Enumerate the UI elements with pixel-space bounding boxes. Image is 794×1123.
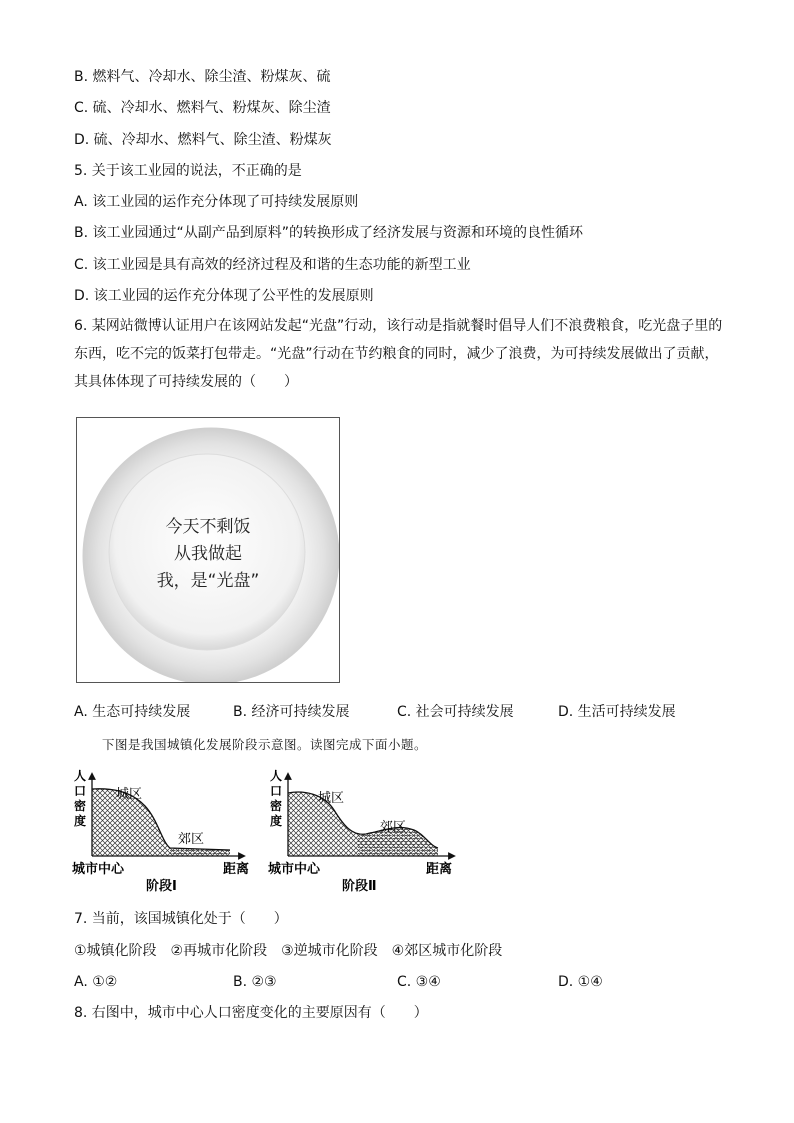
stage1-ylabel-3: 密	[74, 799, 87, 813]
stage1-x-origin: 城市中心	[72, 862, 125, 877]
q5-option-b: B. 该工业园通过“从副产品到原料”的转换形成了经济发展与资源和环境的良性循环	[74, 225, 584, 241]
stage1-ylabel-2: 口	[74, 784, 87, 798]
stage1-urban-label: 城区	[116, 787, 143, 802]
q6-option-a: A. 生态可持续发展	[74, 704, 191, 720]
stage2-x-origin: 城市中心	[268, 862, 321, 877]
q6-option-c: C. 社会可持续发展	[397, 704, 514, 720]
q6-option-b: B. 经济可持续发展	[233, 704, 350, 720]
stage2-ylabel-4: 度	[270, 814, 283, 828]
q7-option-a: A. ①②	[74, 974, 118, 990]
stage1-suburb-label: 郊区	[178, 832, 205, 847]
stage2-suburb-label: 郊区	[380, 820, 407, 835]
plate-text-line1: 今天不剩饭	[165, 517, 251, 537]
q7-option-b: B. ②③	[233, 974, 277, 990]
q5-option-a: A. 该工业园的运作充分体现了可持续发展原则	[74, 194, 359, 210]
stage2-ylabel-3: 密	[270, 799, 283, 813]
stage2-ylabel-1: 人	[270, 769, 283, 783]
stage1-title: 阶段Ⅰ	[146, 879, 177, 894]
stage1-ylabel-1: 人	[74, 769, 87, 783]
stage2-x-end: 距离	[426, 862, 453, 877]
stage1-ylabel-4: 度	[74, 814, 87, 828]
q4-option-b: B. 燃料气、冷却水、除尘渣、粉煤灰、硫	[74, 69, 331, 85]
stage2-title: 阶段Ⅱ	[342, 879, 377, 894]
figure-intro: 下图是我国城镇化发展阶段示意图。读图完成下面小题。	[102, 737, 428, 752]
q7-option-c: C. ③④	[397, 974, 441, 990]
q6-option-d: D. 生活可持续发展	[558, 704, 676, 720]
stage2-chart	[268, 769, 452, 894]
stage2-urban-label: 城区	[318, 791, 345, 806]
q5-option-d: D. 该工业园的运作充分体现了公平性的发展原则	[74, 288, 374, 304]
q7-items: ①城镇化阶段 ②再城市化阶段 ③逆城市化阶段 ④郊区城市化阶段	[74, 943, 503, 959]
stage2-ylabel-2: 口	[270, 784, 283, 798]
urbanization-diagram	[70, 768, 470, 898]
plate-text-line2: 从我做起	[174, 544, 242, 564]
plate-image	[76, 417, 340, 683]
q5-option-c: C. 该工业园是具有高效的经济过程及和谐的生态功能的新型工业	[74, 257, 471, 273]
q5-stem: 5. 关于该工业园的说法，不正确的是	[74, 163, 302, 179]
q7-option-d: D. ①④	[558, 974, 603, 990]
q4-option-d: D. 硫、冷却水、燃料气、除尘渣、粉煤灰	[74, 132, 332, 148]
q6-stem: 6. 某网站微博认证用户在该网站发起“光盘”行动，该行动是指就餐时倡导人们不浪费粮食，吃光盘子里的东西，吃不完的饭菜打包带走。“光盘”行动在节约粮食的同时，减少了浪费，为可持续发展做出了贡献，其具体体现了可持续发展的（ ）	[74, 318, 723, 390]
q4-option-c: C. 硫、冷却水、燃料气、粉煤灰、除尘渣	[74, 100, 331, 116]
stage1-x-end: 距离	[223, 862, 250, 877]
plate-text-line3: 我，是“光盘”	[156, 571, 260, 591]
stage1-chart	[72, 769, 249, 894]
q8-stem: 8. 右图中，城市中心人口密度变化的主要原因有（ ）	[74, 1005, 428, 1021]
q7-stem: 7. 当前，该国城镇化处于（ ）	[74, 911, 288, 927]
